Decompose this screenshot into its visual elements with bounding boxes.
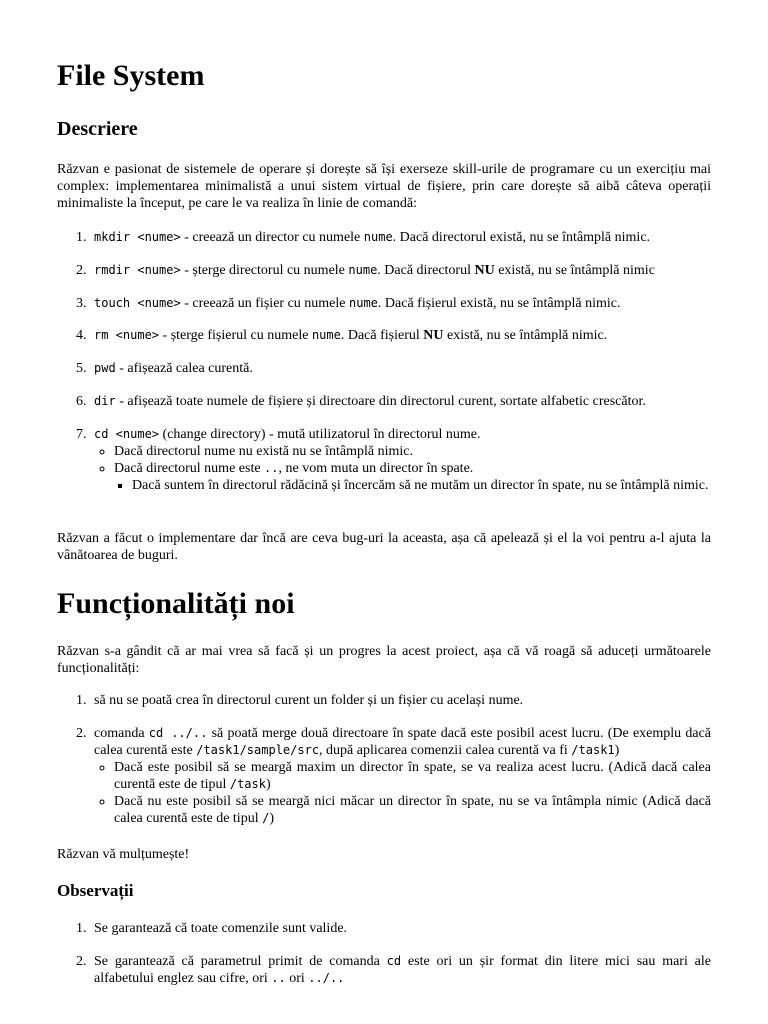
list-number: 2.	[76, 263, 87, 278]
list-item	[76, 725, 712, 827]
cd-sublist	[94, 443, 711, 494]
intro-paragraph: Răzvan e pasionat de sistemele de operare și dorește să își exerseze skill-urile de programare cu un exercițiu mai complex: implementarea minimalistă a unui sistem virtual de fișiere, prin care dorește să aibă câteva operații minimaliste la început, pe care le va realiza în linie de comandă:	[57, 162, 711, 211]
item-text: există, nu se întâmplă nimic.	[443, 328, 608, 343]
list-item	[114, 460, 711, 494]
list-item	[76, 920, 711, 937]
inline-code: ..	[264, 461, 279, 475]
item-text: Se garantează că toate comenzile sunt valide.	[94, 921, 348, 936]
inline-code: cd	[386, 954, 402, 968]
item-text: . Dacă fișierul există, nu se întâmplă nimic.	[377, 296, 621, 311]
list-item	[114, 793, 711, 827]
list-item	[114, 759, 711, 793]
list-number: 4.	[76, 328, 87, 343]
item-text: )	[269, 811, 274, 826]
command-code: pwd	[94, 361, 116, 375]
list-item	[76, 295, 711, 312]
list-number: 5.	[76, 361, 87, 376]
section-heading-observatii: Observații	[57, 881, 134, 900]
item-text: - afișează calea curentă.	[115, 361, 253, 376]
list-item	[76, 953, 711, 987]
list-number: 2.	[76, 954, 87, 969]
command-code: cd <nume>	[94, 427, 160, 441]
inline-code: /task	[229, 777, 266, 791]
item-text: , ne vom muta un director în spate.	[278, 461, 474, 476]
section-heading-functionalitati: Funcționalități noi	[57, 587, 295, 620]
inline-code: ..	[271, 971, 286, 985]
list-number: 3.	[76, 296, 87, 311]
item-text: - creează un fișier cu numele	[180, 296, 349, 311]
list-item	[76, 692, 711, 709]
inline-code: nume	[311, 328, 341, 342]
command-code: rmdir <nume>	[94, 263, 181, 277]
page-title: File System	[57, 59, 205, 92]
list-item	[76, 327, 711, 344]
inline-code: nume	[349, 296, 378, 310]
list-item	[76, 229, 711, 246]
list-number: 1.	[76, 230, 87, 245]
section-heading-descriere: Descriere	[57, 118, 138, 140]
list-number: 1.	[76, 693, 87, 708]
list-number: 7.	[76, 427, 87, 442]
item-text: . Dacă directorul există, nu se întâmplă nimic.	[392, 230, 651, 245]
command-code: dir	[94, 394, 116, 408]
inline-code: nume	[348, 263, 378, 277]
inline-code: ../..	[308, 971, 345, 985]
inline-code: /task1	[571, 743, 615, 757]
item-text: este ori un șir format din litere mici sau mari ale alfabetului englez sau cifre, ori	[94, 954, 711, 986]
item-text: , după aplicarea comenzii calea curentă va fi	[319, 743, 572, 758]
cd-dotdot-sublist	[94, 759, 711, 827]
item-text: - șterge fișierul cu numele	[159, 328, 312, 343]
list-item	[76, 393, 711, 410]
item-text: ori	[285, 971, 309, 986]
list-item: ▪ Dacă suntem în directorul rădăcină și încercăm să ne mutăm un director în spate, nu se întâmplă nimic.	[132, 477, 711, 494]
item-text: Se garantează că parametrul primit de comanda	[94, 954, 387, 969]
list-number: 6.	[76, 394, 87, 409]
list-item	[76, 262, 711, 279]
functionalitati-intro: Răzvan s-a gândit că ar mai vrea să facă și un progres la acest proiect, așa că vă roagă să aduceți următoarele funcționalități:	[57, 644, 711, 676]
command-code: mkdir <nume>	[94, 230, 181, 244]
item-text: )	[614, 743, 620, 758]
inline-code: /task1/sample/src	[196, 743, 320, 757]
item-text: să poată merge două directoare în spate dacă este posibil acest lucru. (De exemplu dacă calea curentă este	[94, 726, 712, 758]
inline-code: /	[262, 811, 270, 825]
list-item	[76, 426, 711, 494]
item-text: - șterge directorul cu numele	[180, 263, 349, 278]
item-text: comanda	[94, 726, 149, 741]
list-number: 2.	[76, 726, 87, 741]
item-text: Dacă este posibil să se meargă maxim un director în spate, se va realiza acest lucru. (Adică dacă calea curentă este de tipul	[114, 760, 711, 792]
item-text: . Dacă fișierul	[340, 328, 424, 343]
bold-text: NU	[423, 328, 444, 343]
command-code: rm <nume>	[94, 328, 160, 342]
item-text: Dacă directorul nume este	[114, 461, 265, 476]
item-text: . Dacă directorul	[377, 263, 475, 278]
item-text: există, nu se întâmplă nimic	[494, 263, 655, 278]
inline-code: cd ../..	[148, 726, 208, 740]
list-number: 1.	[76, 921, 87, 936]
item-text: Dacă nu este posibil să se meargă nici măcar un director în spate, nu se va întâmpla nimic (Adică dacă calea curentă este de tipul	[114, 794, 711, 826]
cd-subsublist	[114, 477, 711, 494]
list-item	[76, 360, 711, 377]
bugs-paragraph: Răzvan a făcut o implementare dar încă are ceva bug-uri la aceasta, așa că apelează și el la voi pentru a-l ajuta la vânătoarea de buguri.	[57, 531, 711, 563]
item-text: - creează un director cu numele	[180, 230, 364, 245]
inline-code: nume	[363, 230, 393, 244]
item-text: - afișează toate numele de fișiere și directoare din directorul curent, sortate alfabetic crescător.	[115, 394, 646, 409]
item-text: să nu se poată crea în directorul curent un folder și un fișier cu același nume.	[94, 693, 524, 708]
thanks-paragraph: Răzvan vă mulțumește!	[57, 847, 190, 862]
item-text: (change directory) - mută utilizatorul în directorul nume.	[159, 427, 481, 442]
command-code: touch <nume>	[94, 296, 181, 310]
list-item: ◦ Dacă directorul nume nu există nu se întâmplă nimic.	[114, 443, 711, 460]
bold-text: NU	[474, 263, 495, 278]
item-text: )	[265, 777, 271, 792]
